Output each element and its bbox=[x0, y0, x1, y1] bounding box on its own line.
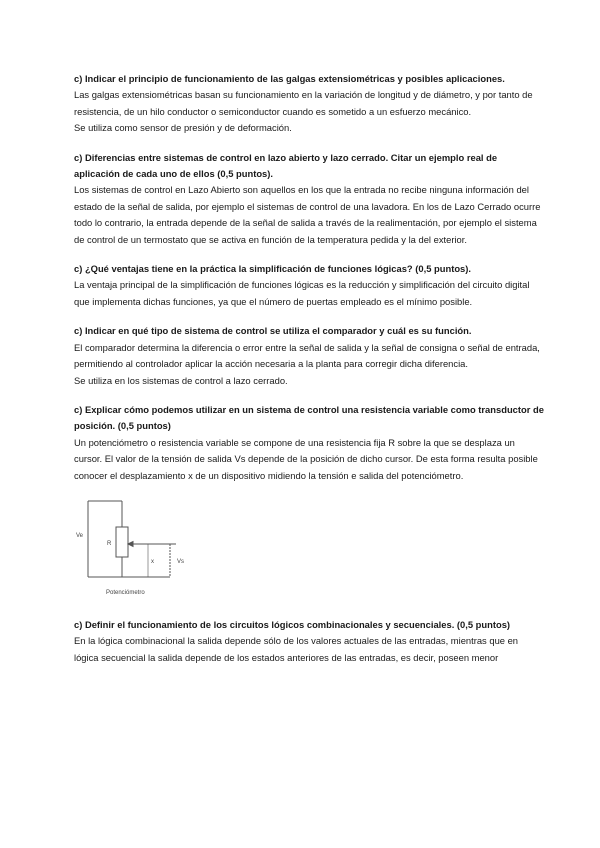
question-heading: c) Indicar el principio de funcionamiento de las galgas extensiométricas y posibles aplicaciones. bbox=[74, 73, 505, 84]
section-variable-resistor bbox=[74, 402, 544, 484]
answer-paragraph: Se utiliza en los sistemas de control a lazo cerrado. bbox=[74, 374, 288, 386]
resistor-label: R bbox=[107, 540, 112, 547]
figure-caption: Potenciómetro bbox=[106, 589, 145, 596]
question-heading: c) Definir el funcionamiento de los circuitos lógicos combinacionales y secuenciales. (0,5 puntos) bbox=[74, 618, 511, 630]
potentiometer-figure bbox=[74, 497, 214, 601]
answer-paragraph: En la lógica combinacional la salida depende sólo de los valores actuales de las entradas, mientras que en lógica secuencial la salida depende de los estados anteriores de las entradas, es decir, poseen menor bbox=[74, 635, 519, 663]
question-heading: c) Indicar en qué tipo de sistema de control se utiliza el comparador y cuál es su función. bbox=[74, 325, 472, 337]
section-strain-gauges bbox=[74, 71, 544, 137]
section-open-closed-loop bbox=[74, 150, 544, 248]
answer-paragraph: El comparador determina la diferencia o error entre la señal de salida y la señal de consigna o señal de entrada, permitiendo al controlador aplicar la acción necesaria a la planta para corregir dicha diferencia. bbox=[74, 341, 540, 370]
answer-paragraph: Los sistemas de control en Lazo Abierto son aquellos en los que la entrada no recibe ninguna información del estado de la señal de salida, por ejemplo el sistemas de control de una lavadora. En los de Lazo Cerrado ocurre todo lo contrario, la entrada depende de la señal de salida a través de la realimentación, por ejemplo el sistema de control de un termostato que se activa en función de la temperatura pedida y la del exterior. bbox=[74, 184, 541, 245]
section-logic-simplification bbox=[74, 261, 544, 310]
question-heading: c) Diferencias entre sistemas de control en lazo abierto y lazo cerrado. Citar un ejemplo real de aplicación de cada uno de ellos (0,5 puntos). bbox=[74, 151, 498, 180]
position-label: x bbox=[151, 558, 154, 565]
answer-paragraph: La ventaja principal de la simplificación de funciones lógicas es la reducción y simplificación del circuito digital que implementa dichas funciones, ya que el número de puertas empleado es el mínimo posible. bbox=[74, 279, 530, 307]
potentiometer-diagram bbox=[74, 497, 214, 601]
answer-paragraph: Un potenciómetro o resistencia variable se compone de una resistencia fija R sobre la que se desplaza un cursor. El valor de la tensión de salida Vs depende de la posición de dicho cursor. De esta forma resulta posible conocer el desplazamiento x de un dispositivo midiendo la tensión e salida del potenciómetro. bbox=[74, 436, 538, 481]
document-body bbox=[74, 71, 544, 679]
question-heading: c) Explicar cómo podemos utilizar en un sistema de control una resistencia variable como transductor de posición. (0,5 puntos) bbox=[74, 403, 544, 432]
input-voltage-label: Ve bbox=[76, 532, 84, 539]
output-voltage-label: Vs bbox=[177, 558, 185, 565]
answer-paragraph: Se utiliza como sensor de presión y de deformación. bbox=[74, 122, 292, 134]
section-logic-circuits bbox=[74, 617, 544, 666]
answer-paragraph: Las galgas extensiométricas basan su funcionamiento en la variación de longitud y de diámetro, y por tanto de resistencia, de un hilo conductor o semiconductor cuando es sometido a un esfuerzo mecánico. bbox=[74, 89, 533, 117]
cursor-arrow bbox=[128, 541, 133, 546]
question-heading: c) ¿Qué ventajas tiene en la práctica la simplificación de funciones lógicas? (0,5 puntos). bbox=[74, 263, 471, 275]
resistor-body bbox=[116, 527, 128, 557]
section-comparator bbox=[74, 323, 544, 389]
